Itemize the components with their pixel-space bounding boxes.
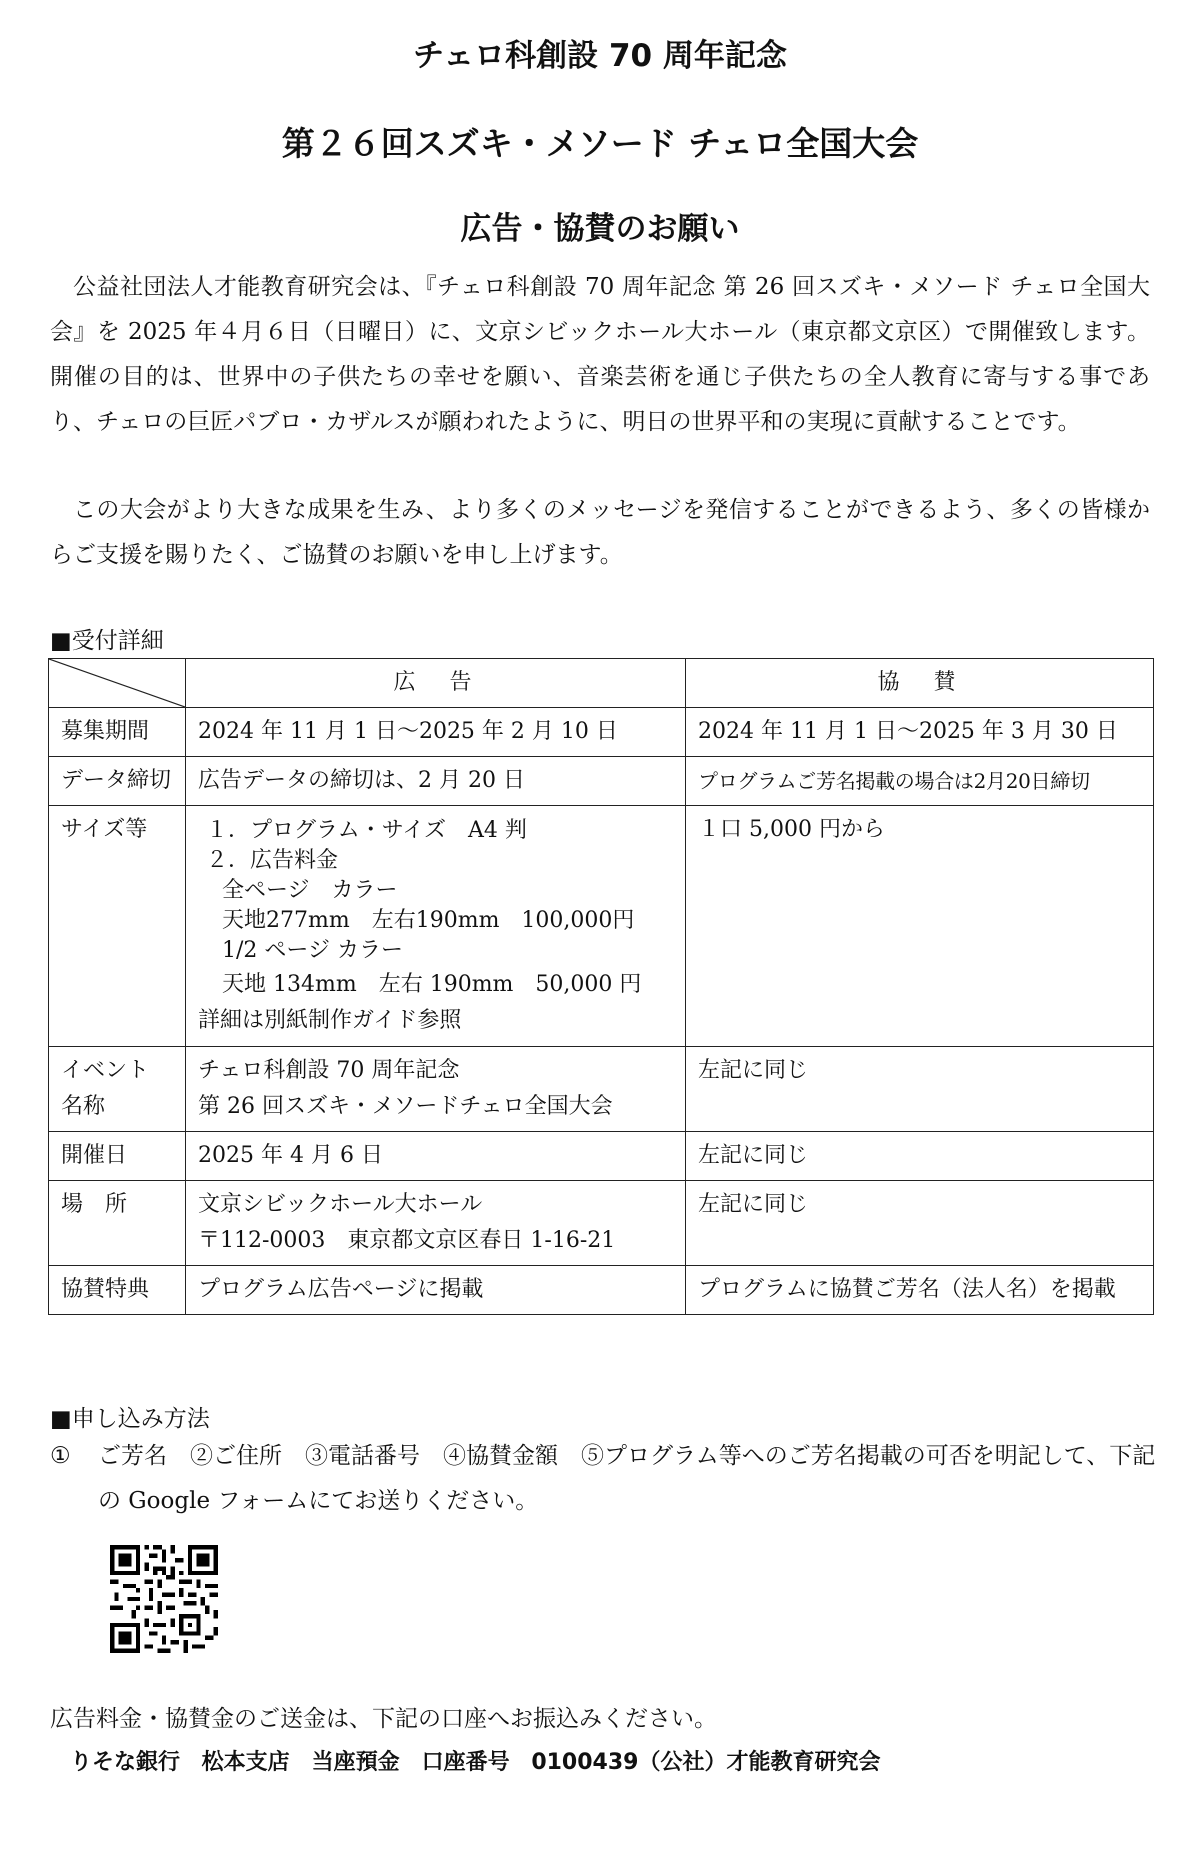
ad-event-name	[186, 1047, 686, 1132]
reception-section-label: ■受付詳細	[50, 628, 164, 654]
title-line-2: 第２６回スズキ・メソード チェロ全国大会	[281, 124, 919, 163]
size-line-4: 天地277mm 左右190mm 100,000円	[222, 908, 635, 933]
document-title: 広告・協賛のお願い	[460, 211, 740, 247]
ad-venue	[186, 1181, 686, 1266]
ad-size-details	[186, 806, 686, 1047]
sponsor-deadline: プログラムご芳名掲載の場合は2月20日締切	[686, 757, 1154, 806]
intro-paragraph-1	[50, 265, 1150, 445]
row-label-venue: 場 所	[49, 1181, 186, 1266]
event-label-line-2: 名称	[61, 1094, 106, 1119]
table-row	[49, 806, 1154, 1047]
venue-line-1: 文京シビックホール大ホール	[198, 1192, 483, 1217]
table-row	[49, 1181, 1154, 1266]
application-number: ①	[50, 1443, 71, 1469]
table-header-row	[49, 659, 1154, 708]
application-text: ご芳名 ②ご住所 ③電話番号 ④協賛金額 ⑤プログラム等へのご芳名掲載の可否を明記して、下記の Google フォームにてお送りください。	[98, 1443, 1156, 1514]
application-section-label: ■申し込み方法	[50, 1406, 210, 1432]
sponsor-date: 左記に同じ	[686, 1132, 1154, 1181]
size-line-3: 全ページ カラー	[222, 878, 398, 903]
table-row	[49, 1132, 1154, 1181]
title-line-1: チェロ科創設 70 周年記念	[413, 38, 787, 74]
size-line-5: 1/2 ページ カラー	[222, 938, 403, 963]
table-row	[49, 708, 1154, 757]
row-label-event	[49, 1047, 186, 1132]
sponsor-benefit: プログラムに協賛ご芳名（法人名）を掲載	[686, 1266, 1154, 1315]
diagonal-line-icon	[49, 659, 185, 707]
ad-benefit: プログラム広告ページに掲載	[186, 1266, 686, 1315]
sponsor-size: １口 5,000 円から	[686, 806, 1154, 1047]
sponsor-event-name: 左記に同じ	[686, 1047, 1154, 1132]
ad-period: 2024 年 11 月 1 日～2025 年 2 月 10 日	[186, 708, 686, 757]
size-line-1: １．プログラム・サイズ A4 判	[206, 818, 527, 843]
row-label-benefit: 協賛特典	[49, 1266, 186, 1315]
row-label-deadline: データ締切	[49, 757, 186, 806]
intro-text-1: 公益社団法人才能教育研究会は、『チェロ科創設 70 周年記念 第 26 回スズキ・メソード チェロ全国大会』を 2025 年４月６日（日曜日）に、文京シビックホール大ホール（東京都文京区）で開催致します。開催の目的は、世界中の子供たちの幸せを願い、音楽芸術を通じ子供たちの全人教育に寄与する事であり、チェロの巨匠パブロ・カザルスが願われたように、明日の世界平和の実現に貢献することです。	[50, 274, 1151, 435]
table-row	[49, 757, 1154, 806]
table-row	[49, 1266, 1154, 1315]
qr-code-icon[interactable]	[110, 1545, 218, 1653]
bank-account-info: りそな銀行 松本支店 当座預金 口座番号 0100439（公社）才能教育研究会	[70, 1750, 881, 1775]
reception-details-table	[48, 658, 1154, 1315]
sponsor-period: 2024 年 11 月 1 日～2025 年 3 月 30 日	[686, 708, 1154, 757]
event-name-line-1: チェロ科創設 70 周年記念	[198, 1058, 460, 1083]
diagonal-corner-cell	[49, 659, 186, 708]
row-label-size: サイズ等	[49, 806, 186, 1047]
row-label-date: 開催日	[49, 1132, 186, 1181]
table-row	[49, 1047, 1154, 1132]
size-line-7: 詳細は別紙制作ガイド参照	[198, 1008, 462, 1033]
venue-line-2: 〒112-0003 東京都文京区春日 1-16-21	[198, 1228, 616, 1253]
row-label-period: 募集期間	[49, 708, 186, 757]
column-header-sponsor: 協 賛	[686, 659, 1154, 708]
sponsor-venue: 左記に同じ	[686, 1181, 1154, 1266]
ad-deadline: 広告データの締切は、2 月 20 日	[186, 757, 686, 806]
size-line-6: 天地 134mm 左右 190mm 50,000 円	[222, 972, 642, 997]
payment-instructions: 広告料金・協賛金のご送金は、下記の口座へお振込みください。	[50, 1706, 717, 1732]
application-instructions	[50, 1434, 1160, 1524]
event-label-line-1: イベント	[61, 1058, 150, 1083]
intro-paragraph-2	[50, 488, 1150, 578]
column-header-ad: 広 告	[186, 659, 686, 708]
intro-text-2: この大会がより大きな成果を生み、より多くのメッセージを発信することができるよう、多くの皆様からご支援を賜りたく、ご協賛のお願いを申し上げます。	[50, 497, 1150, 568]
size-line-2: ２．広告料金	[206, 848, 339, 873]
ad-date: 2025 年 4 月 6 日	[186, 1132, 686, 1181]
event-name-line-2: 第 26 回スズキ・メソードチェロ全国大会	[198, 1094, 613, 1119]
